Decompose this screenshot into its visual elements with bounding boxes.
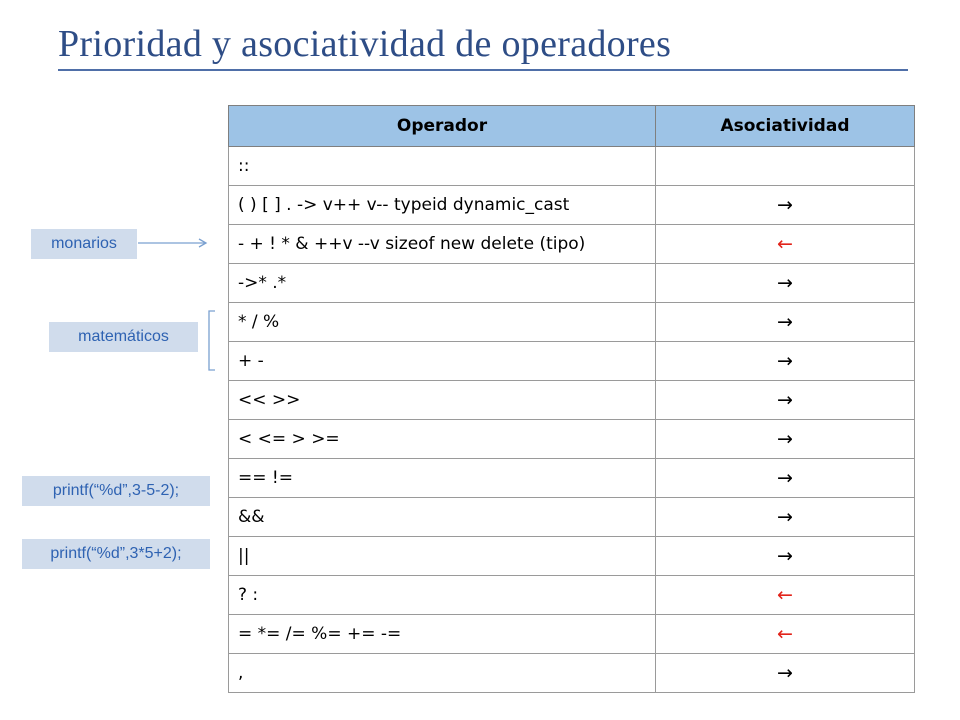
left-arrow-icon: ← [656, 576, 915, 615]
left-arrow-icon: ← [656, 615, 915, 654]
operator-cell: , [229, 654, 656, 693]
operator-cell: ->* .* [229, 264, 656, 303]
operator-cell: * / % [229, 303, 656, 342]
slide-title: Prioridad y asociatividad de operadores [58, 23, 672, 65]
label-printf-multiplication: printf(“%d”,3*5+2); [22, 539, 210, 569]
header-asociatividad: Asociatividad [656, 106, 915, 147]
right-arrow-icon: → [656, 303, 915, 342]
operator-cell: - + ! * & ++v --v sizeof new delete (tipo) [229, 225, 656, 264]
right-arrow-icon: → [656, 420, 915, 459]
operator-cell: ( ) [ ] . -> v++ v-- typeid dynamic_cast [229, 186, 656, 225]
right-arrow-icon: → [656, 342, 915, 381]
operator-cell: :: [229, 147, 656, 186]
right-arrow-icon: → [656, 459, 915, 498]
operator-cell: || [229, 537, 656, 576]
right-arrow-icon: → [656, 186, 915, 225]
operator-cell: << >> [229, 381, 656, 420]
label-printf-subtraction: printf(“%d”,3-5-2); [22, 476, 210, 506]
bracket-icon [209, 311, 215, 370]
operator-cell: && [229, 498, 656, 537]
operator-cell: < <= > >= [229, 420, 656, 459]
label-matematicos: matemáticos [49, 322, 198, 352]
right-arrow-icon: → [656, 381, 915, 420]
right-arrow-icon: → [656, 654, 915, 693]
label-monarios: monarios [31, 229, 137, 259]
operator-cell: == != [229, 459, 656, 498]
operator-cell: = *= /= %= += -= [229, 615, 656, 654]
right-arrow-icon: → [656, 498, 915, 537]
left-arrow-icon: ← [656, 225, 915, 264]
operator-cell: ? : [229, 576, 656, 615]
header-operador: Operador [229, 106, 656, 147]
right-arrow-icon: → [656, 264, 915, 303]
operator-cell: + - [229, 342, 656, 381]
right-arrow-icon: → [656, 537, 915, 576]
